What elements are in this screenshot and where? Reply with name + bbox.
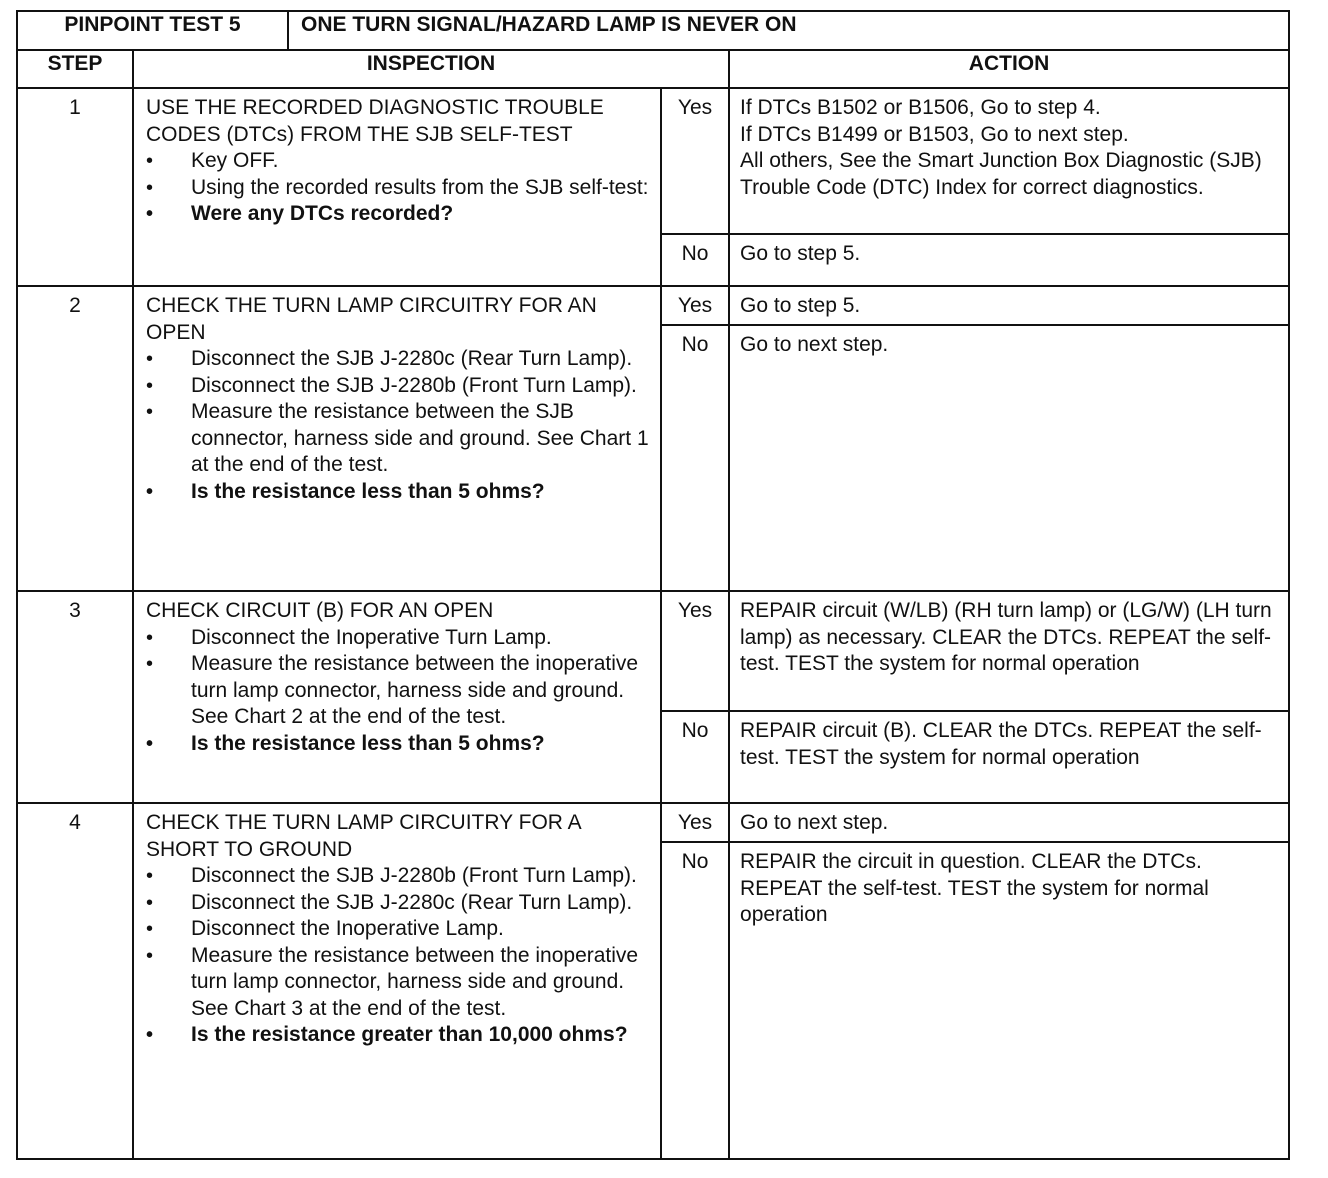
inspection-cell bbox=[133, 286, 661, 591]
yes-label: Yes bbox=[661, 286, 729, 325]
yes-label: Yes bbox=[661, 803, 729, 842]
inspection-title: CHECK CIRCUIT (B) FOR AN OPEN bbox=[146, 599, 494, 622]
test-title: ONE TURN SIGNAL/HAZARD LAMP IS NEVER ON bbox=[288, 11, 1289, 50]
inspection-cell bbox=[133, 88, 661, 286]
bullet-item: • Measure the resistance between the SJB connector, harness side and ground. See Chart 1 at the end of the test. bbox=[146, 399, 650, 479]
bullet-item: • Using the recorded results from the SJB self-test: bbox=[146, 175, 650, 202]
action-line: If DTCs B1502 or B1506, Go to step 4. bbox=[740, 96, 1101, 119]
inspection-bullets bbox=[146, 625, 650, 758]
bullet-item: • Disconnect the SJB J-2280c (Rear Turn Lamp). bbox=[146, 890, 650, 917]
inspection-cell bbox=[133, 803, 661, 1159]
inspection-bullets bbox=[146, 863, 650, 1049]
inspection-column-header: INSPECTION bbox=[133, 50, 729, 88]
bullet-question: • Is the resistance less than 5 ohms? bbox=[146, 479, 650, 506]
bullet-question: • Were any DTCs recorded? bbox=[146, 201, 650, 228]
bullet-item: • Measure the resistance between the inoperative turn lamp connector, harness side and ground. See Chart 3 at the end of the test. bbox=[146, 943, 650, 1023]
yes-label: Yes bbox=[661, 591, 729, 711]
no-action: REPAIR circuit (B). CLEAR the DTCs. REPEAT the self-test. TEST the system for normal operation bbox=[729, 711, 1289, 803]
inspection-title: CHECK THE TURN LAMP CIRCUITRY FOR AN OPEN bbox=[146, 294, 597, 344]
no-action: Go to step 5. bbox=[729, 234, 1289, 286]
no-action: REPAIR the circuit in question. CLEAR the DTCs. REPEAT the self-test. TEST the system for normal operation bbox=[729, 842, 1289, 1159]
action-line: All others, See the Smart Junction Box Diagnostic (SJB) Trouble Code (DTC) Index for correct diagnostics. bbox=[740, 149, 1262, 199]
bullet-item: • Measure the resistance between the inoperative turn lamp connector, harness side and ground. See Chart 2 at the end of the test. bbox=[146, 651, 650, 731]
inspection-cell bbox=[133, 591, 661, 803]
title-row bbox=[17, 11, 1289, 50]
step-row bbox=[17, 803, 1289, 842]
yes-action: Go to next step. bbox=[729, 803, 1289, 842]
yes-action bbox=[729, 88, 1289, 234]
yes-action: REPAIR circuit (W/LB) (RH turn lamp) or (LG/W) (LH turn lamp) as necessary. CLEAR the DTCs. REPEAT the self-test. TEST the system for normal operation bbox=[729, 591, 1289, 711]
step-number: 4 bbox=[17, 803, 133, 1159]
action-column-header: ACTION bbox=[729, 50, 1289, 88]
pinpoint-test-table bbox=[16, 10, 1290, 1160]
inspection-bullets bbox=[146, 346, 650, 505]
no-label: No bbox=[661, 711, 729, 803]
column-header-row bbox=[17, 50, 1289, 88]
step-number: 2 bbox=[17, 286, 133, 591]
step-number: 1 bbox=[17, 88, 133, 286]
step-column-header: STEP bbox=[17, 50, 133, 88]
step-number: 3 bbox=[17, 591, 133, 803]
inspection-title: USE THE RECORDED DIAGNOSTIC TROUBLE CODES (DTCs) FROM THE SJB SELF-TEST bbox=[146, 96, 604, 146]
inspection-bullets bbox=[146, 148, 650, 228]
bullet-item: • Disconnect the SJB J-2280b (Front Turn Lamp). bbox=[146, 373, 650, 400]
bullet-item: • Disconnect the Inoperative Turn Lamp. bbox=[146, 625, 650, 652]
step-row bbox=[17, 591, 1289, 711]
bullet-question: • Is the resistance greater than 10,000 ohms? bbox=[146, 1022, 650, 1049]
yes-action: Go to step 5. bbox=[729, 286, 1289, 325]
no-action: Go to next step. bbox=[729, 325, 1289, 591]
no-label: No bbox=[661, 325, 729, 591]
action-line: If DTCs B1499 or B1503, Go to next step. bbox=[740, 122, 1129, 146]
bullet-question: • Is the resistance less than 5 ohms? bbox=[146, 731, 650, 758]
no-label: No bbox=[661, 234, 729, 286]
pinpoint-test-sheet bbox=[16, 10, 1288, 1160]
inspection-title: CHECK THE TURN LAMP CIRCUITRY FOR A SHORT TO GROUND bbox=[146, 811, 581, 861]
bullet-item: • Disconnect the Inoperative Lamp. bbox=[146, 916, 650, 943]
step-row bbox=[17, 88, 1289, 234]
step-row bbox=[17, 286, 1289, 325]
yes-label: Yes bbox=[661, 88, 729, 234]
bullet-item: • Key OFF. bbox=[146, 148, 650, 175]
test-label: PINPOINT TEST 5 bbox=[17, 11, 288, 50]
no-label: No bbox=[661, 842, 729, 1159]
bullet-item: • Disconnect the SJB J-2280b (Front Turn Lamp). bbox=[146, 863, 650, 890]
bullet-item: • Disconnect the SJB J-2280c (Rear Turn Lamp). bbox=[146, 346, 650, 373]
